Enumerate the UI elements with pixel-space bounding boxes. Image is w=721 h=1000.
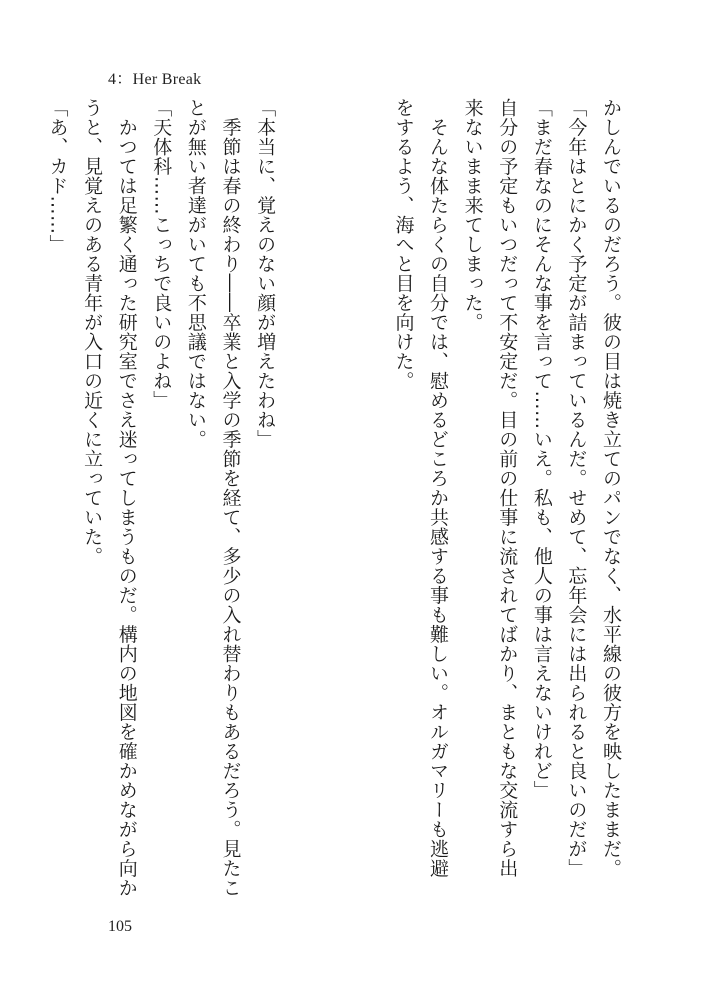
text-line-10: とが無い者達がいても不思議ではない。: [184, 98, 207, 449]
blank-line: [282, 98, 317, 898]
text-line-6: そんな体たらくの自分では、慰めるどころか共感する事も難しい。オルガマリーも逃避: [427, 98, 450, 878]
text-line-1: かしんでいるのだろう。彼の目は焼き立てのパンでなく、水平線の彼方を映したままだ。: [600, 98, 622, 878]
text-line-9: 季節は春の終わり――卒業と入学の季節を経て、多少の入れ替わりもあるだろう。見たこ: [219, 98, 242, 898]
text-line-7: をするよう、海へと目を向けた。: [392, 98, 415, 391]
text-line-4: 自分の予定もいつだって不安定だ。目の前の仕事に流されてばかり、まともな交流すら出: [496, 98, 519, 878]
text-line-3: 「まだ春なのにそんな事を言って……いえ。私も、他人の事は言えないけれど」: [530, 98, 553, 800]
blank-line: [317, 98, 352, 898]
text-line-14: 「あ、カド……」: [46, 98, 69, 254]
text-line-8: 「本当に、覚えのない顔が増えたわね」: [254, 98, 277, 449]
page-number: 105: [108, 918, 132, 935]
blank-line: [351, 98, 386, 898]
text-line-11: 「天体科……こっちで良いのよね」: [150, 98, 173, 410]
text-line-13: うと、見覚えのある青年が入口の近くに立っていた。: [81, 98, 104, 566]
running-header: 4：Her Break: [108, 71, 202, 88]
vertical-text-body: [46, 98, 628, 898]
text-line-2: 「今年はとにかく予定が詰まっているんだ。せめて、忘年会には出られると良いのだが」: [565, 98, 588, 878]
text-line-5: 来ないまま来てしまった。: [461, 98, 484, 332]
text-line-12: かつては足繁く通った研究室でさえ迷ってしまうものだ。構内の地図を確かめながら向か: [115, 98, 138, 898]
